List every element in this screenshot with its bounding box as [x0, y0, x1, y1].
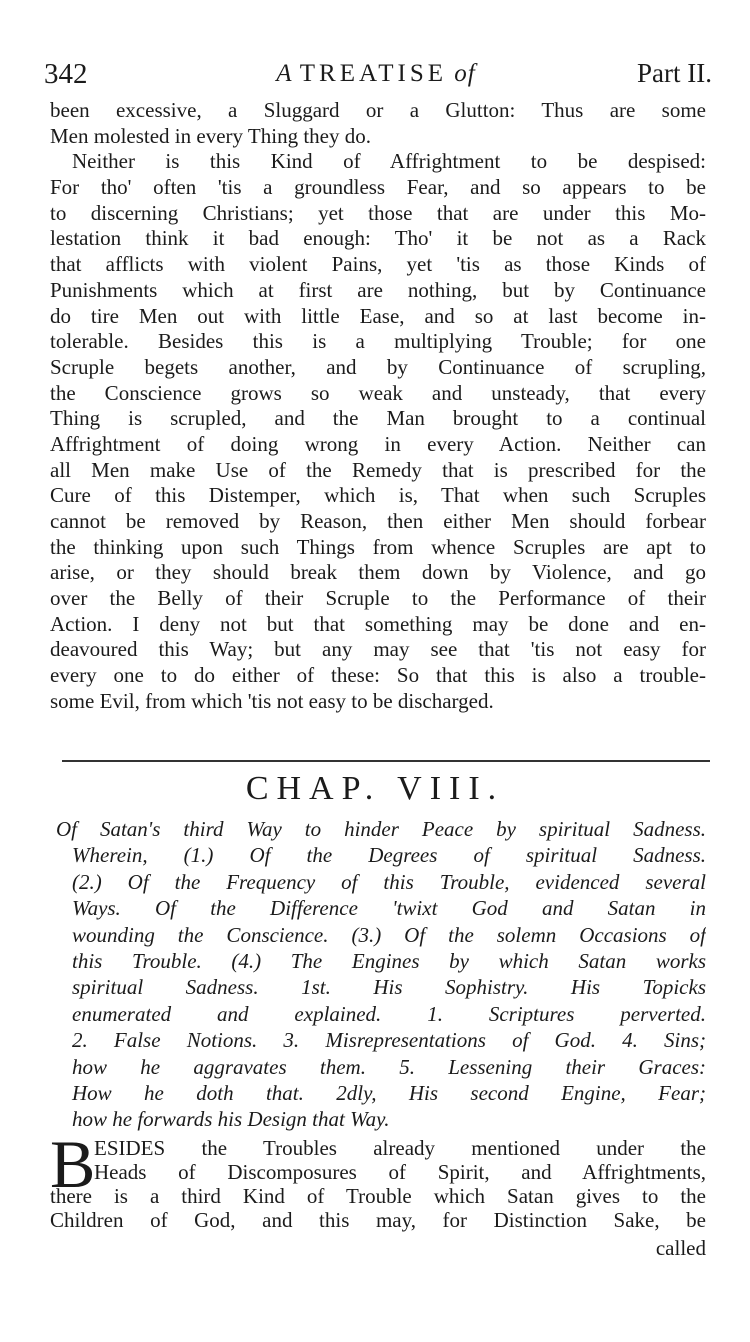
text-line: Neither is this Kind of Affrightment to be despised: — [72, 149, 706, 174]
summary-line: this Trouble. (4.) The Engines by which Satan works — [72, 948, 706, 973]
running-title — [40, 60, 712, 88]
text-line: tolerable. Besides this is a multiplying Trouble; for one — [50, 329, 706, 354]
continuation-text — [50, 98, 706, 715]
text-line: Children of God, and this may, for Distinction Sake, be — [50, 1208, 706, 1232]
text-line: Heads of Discomposures of Spirit, and Affrightments, — [94, 1160, 706, 1184]
text-line: Action. I deny not but that something may be done and en- — [50, 611, 706, 636]
text-line: over the Belly of their Scruple to the Performance of their — [50, 586, 706, 611]
summary-line: enumerated and explained. 1. Scriptures perverted. — [72, 1001, 706, 1026]
chapter-title: CHAP. VIII. — [245, 770, 505, 807]
summary-line: Ways. Of the Difference 'twixt God and Satan in — [72, 896, 706, 921]
text-line: ESIDES the Troubles already mentioned under the — [94, 1136, 706, 1160]
running-head — [40, 58, 712, 94]
catchword: called — [655, 1236, 706, 1260]
text-line: the Conscience grows so weak and unsteady, that every — [50, 380, 706, 405]
text-line: that afflicts with violent Pains, yet 'tis as those Kinds of — [50, 252, 706, 277]
text-line: For tho' often 'tis a groundless Fear, and so appears to be — [50, 175, 706, 200]
summary-line: Of Satan's third Way to hinder Peace by spiritual Sadness. — [56, 817, 706, 841]
chapter-summary — [56, 816, 706, 1133]
text-line: Thing is scrupled, and the Man brought to a continual — [50, 406, 706, 431]
text-line: Affrightment of doing wrong in every Action. Neither can — [50, 431, 706, 456]
text-line: Punishments which at first are nothing, but by Continuance — [50, 277, 706, 302]
text-line: arise, or they should break them down by Violence, and go — [50, 560, 706, 585]
running-title-prefix: A — [276, 60, 293, 87]
text-line: do tire Men out with little Ease, and so at last become in- — [50, 303, 706, 328]
text-line: every one to do either of these: So that this is also a trouble- — [50, 663, 706, 688]
text-line: Cure of this Distemper, which is, That when such Scruples — [50, 483, 706, 508]
summary-line: wounding the Conscience. (3.) Of the solemn Occasions of — [72, 922, 706, 947]
summary-line: how he forwards his Design that Way. — [72, 1107, 390, 1132]
text-line: deavoured this Way; but any may see that 'tis not easy for — [50, 637, 706, 662]
text-line: Men molested in every Thing they do. — [50, 123, 371, 148]
running-title-word: TREATISE — [299, 60, 448, 87]
page-number: 342 — [44, 58, 88, 90]
text-line: Scruple begets another, and by Continuance of scrupling, — [50, 354, 706, 379]
text-line: all Men make Use of the Remedy that is prescribed for the — [50, 457, 706, 482]
text-line: there is a third Kind of Trouble which Satan gives to the — [50, 1184, 706, 1208]
summary-line: How he doth that. 2dly, His second Engine, Fear; — [72, 1080, 706, 1105]
summary-line: 2. False Notions. 3. Misrepresentations of God. 4. Sins; — [72, 1028, 706, 1053]
summary-line: (2.) Of the Frequency of this Trouble, evidenced several — [72, 869, 706, 894]
section-rule — [62, 760, 710, 762]
part-label: Part II. — [637, 58, 712, 88]
chapter-opening-text — [50, 1136, 706, 1232]
text-line: some Evil, from which 'tis not easy to be discharged. — [50, 688, 494, 713]
text-line: the thinking upon such Things from whence Scruples are apt to — [50, 534, 706, 559]
text-line: to discerning Christians; yet those that are under this Mo- — [50, 200, 706, 225]
summary-line: spiritual Sadness. 1st. His Sophistry. His Topicks — [72, 975, 706, 1000]
summary-line: how he aggravates them. 5. Lessening their Graces: — [72, 1054, 706, 1079]
drop-cap: B — [50, 1126, 96, 1202]
text-line: cannot be removed by Reason, then either Men should forbear — [50, 509, 706, 533]
text-line: lestation think it bad enough: Tho' it be not as a Rack — [50, 226, 706, 251]
text-line: been excessive, a Sluggard or a Glutton: Thus are some — [50, 98, 706, 122]
running-title-suffix: of — [454, 60, 476, 87]
summary-line: Wherein, (1.) Of the Degrees of spiritual Sadness. — [72, 843, 706, 868]
